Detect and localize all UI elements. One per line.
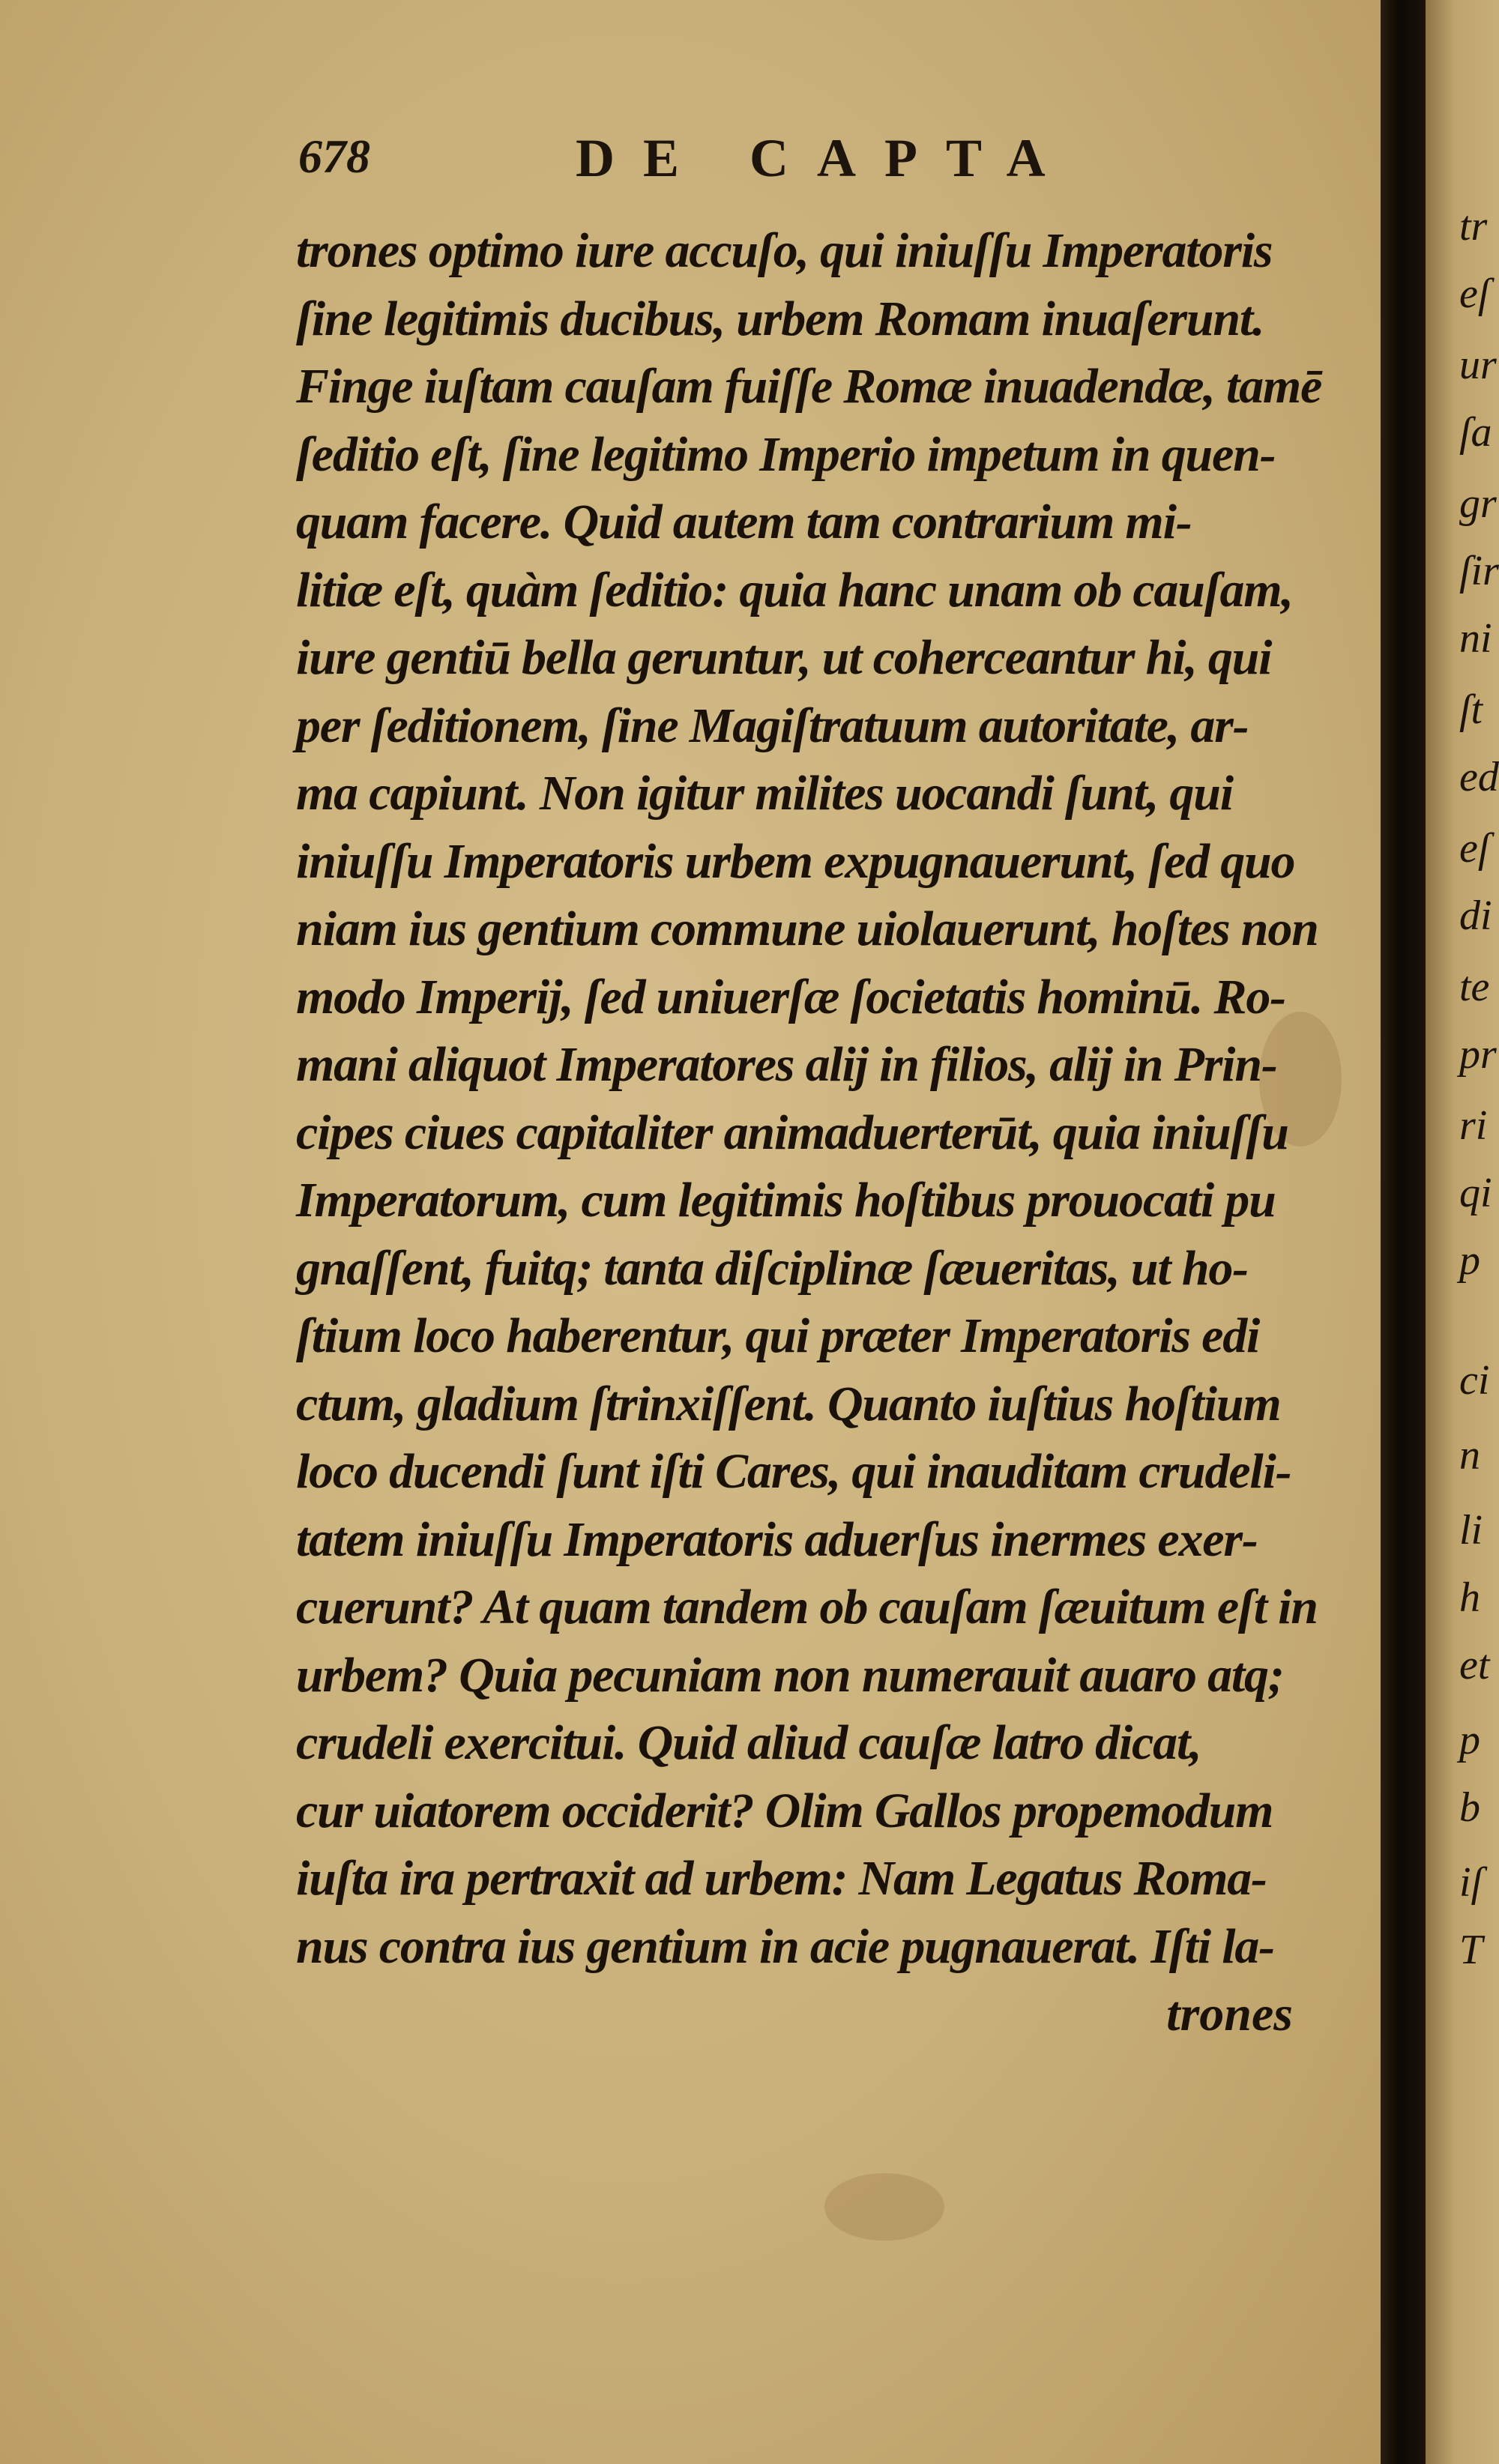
facing-page-fragment: gr [1459, 480, 1497, 527]
facing-page-fragment: eſ [1459, 271, 1490, 317]
facing-page-fragment: ci [1459, 1357, 1490, 1404]
facing-page-fragment: pr [1459, 1031, 1497, 1078]
facing-page-fragment: iſ [1459, 1859, 1483, 1906]
text-line: trones optimo iure accuſo, qui iniuſſu Imperatoris [296, 223, 1273, 278]
facing-page-fragment: n [1459, 1432, 1480, 1479]
facing-page-fragment: ſt [1459, 686, 1483, 733]
facing-page-fragment: tr [1459, 203, 1488, 250]
text-line: tatem iniuſſu Imperatoris aduerſus inermes exer- [296, 1512, 1258, 1567]
body-text [296, 217, 1360, 2048]
text-line: quam facere. Quid autem tam contrarium mi- [296, 495, 1192, 549]
text-line: ſeditio eſt, ſine legitimo Imperio impetum in quen- [296, 426, 1276, 482]
text-line: gnaſſent, fuitq; tanta diſciplinæ ſæueritas, ut ho- [296, 1240, 1248, 1296]
text-line: iure gentiū bella geruntur, ut coherceantur hi, qui [296, 630, 1272, 685]
text-line: mani aliquot Imperatores alij in filios, alij in Prin- [296, 1037, 1277, 1092]
text-line: nus contra ius gentium in acie pugnauerat. Iſti la- [296, 1918, 1274, 1974]
text-line: ctum, gladium ſtrinxiſſent. Quanto iuſtius hoſtium [296, 1376, 1281, 1431]
book-gutter [1381, 0, 1426, 2464]
text-line: modo Imperij, ſed uniuerſæ ſocietatis hominū. Ro- [296, 969, 1285, 1024]
facing-page-fragment: ed [1459, 754, 1499, 800]
text-line: ſtium loco haberentur, qui præter Imperatoris edi [296, 1308, 1260, 1363]
text-line: cipes ciues capitaliter animaduerterūt, quia iniuſſu [296, 1105, 1288, 1160]
running-head: DE CAPTA [576, 128, 1074, 188]
text-line: loco ducendi ſunt iſti Cares, qui inauditam crudeli- [296, 1444, 1291, 1499]
page-header [298, 129, 1363, 189]
facing-page-fragment: h [1459, 1574, 1480, 1621]
facing-page-fragment: qi [1459, 1170, 1492, 1216]
text-line: Imperatorum, cum legitimis hoſtibus prouocati pu [296, 1173, 1276, 1228]
facing-page-fragment: ni [1459, 615, 1492, 662]
facing-page-fragment: ri [1459, 1102, 1488, 1149]
facing-page-fragment: p [1459, 1237, 1480, 1284]
facing-page-fragment: ſa [1459, 409, 1492, 456]
text-line: Finge iuſtam cauſam fuiſſe Romæ inuadendæ, tamē [296, 359, 1322, 414]
facing-page-fragment: eſ [1459, 825, 1490, 872]
text-line: urbem? Quia pecuniam non numerauit auaro atq; [296, 1647, 1284, 1703]
text-line: iniuſſu Imperatoris urbem expugnauerunt, ſed quo [296, 833, 1295, 889]
text-line: crudeli exercitui. Quid aliud cauſæ latro dicat, [296, 1715, 1201, 1770]
text-line: cur uiatorem occiderit? Olim Gallos propemodum [296, 1783, 1273, 1838]
facing-page-fragment: p [1459, 1717, 1480, 1763]
text-line: cuerunt? At quam tandem ob cauſam ſæuitum eſt in [296, 1580, 1318, 1634]
facing-page-fragment: ur [1459, 342, 1497, 388]
catchword: trones [1166, 1987, 1293, 2041]
facing-page-fragment: T [1459, 1927, 1483, 1973]
facing-page-fragment: ſir [1459, 548, 1499, 594]
facing-page-fragment: di [1459, 893, 1492, 939]
text-line: per ſeditionem, ſine Magiſtratuum autoritate, ar- [296, 698, 1249, 753]
text-line: niam ius gentium commune uiolauerunt, hoſtes non [296, 902, 1318, 956]
facing-page-fragment: et [1459, 1642, 1490, 1688]
facing-page-edge [1426, 0, 1499, 2464]
text-line: iuſta ira pertraxit ad urbem: Nam Legatus Roma- [296, 1851, 1267, 1906]
page-number: 678 [298, 130, 370, 183]
facing-page-fragment: b [1459, 1784, 1480, 1831]
facing-page-fragment: te [1459, 964, 1490, 1010]
text-line: ma capiunt. Non igitur milites uocandi ſunt, qui [296, 766, 1233, 821]
text-line: ſine legitimis ducibus, urbem Romam inuaſerunt. [296, 291, 1264, 346]
text-line: litiæ eſt, quàm ſeditio: quia hanc unam ob cauſam, [296, 562, 1293, 617]
facing-page-fragment: li [1459, 1507, 1483, 1553]
paper-stain [824, 2173, 944, 2241]
